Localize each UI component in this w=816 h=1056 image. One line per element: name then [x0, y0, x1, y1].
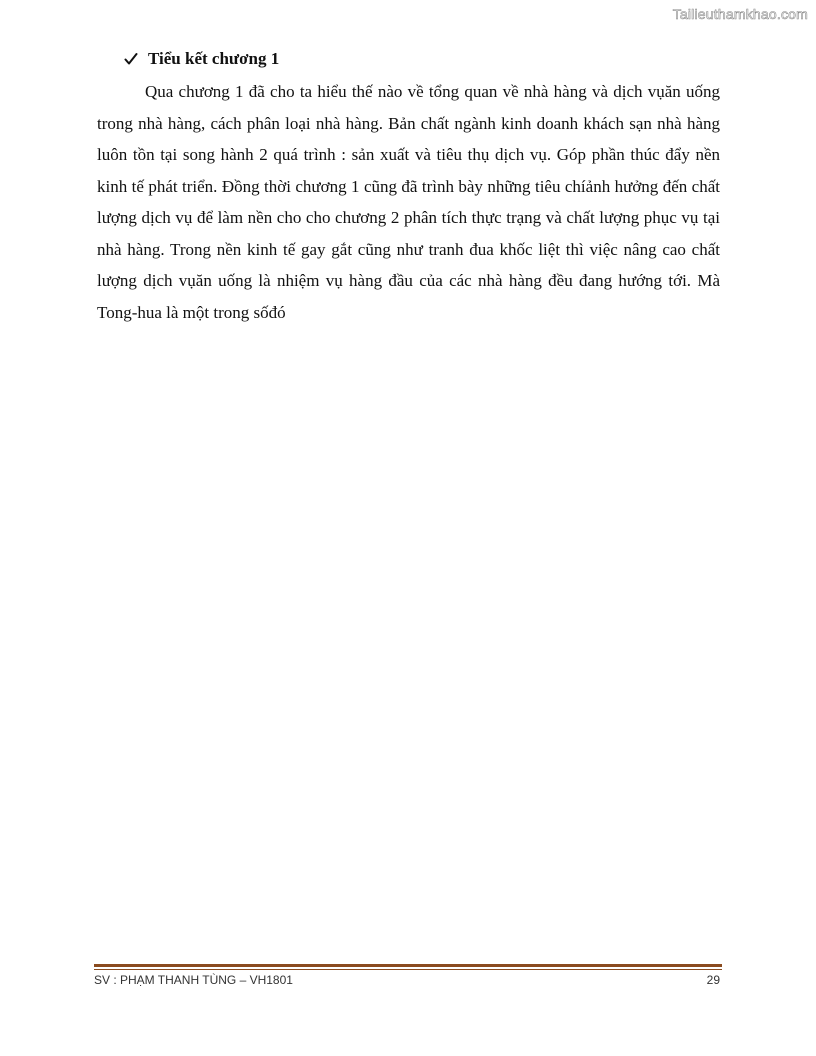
body-paragraph: Qua chương 1 đã cho ta hiểu thế nào về tổng quan về nhà hàng và dịch vụăn uống trong nhà hàng, cách phân loại nhà hàng. Bản chất ngành kinh doanh khách sạn nhà hàng luôn tồn tại song hành 2 quá trình : sản xuất và tiêu thụ dịch vụ. Góp phần thúc đẩy nền kinh tế phát triển. Đồng thời chương 1 cũng đã trình bày những tiêu chíảnh hưởng đến chất lượng dịch vụ để làm nền cho cho chương 2 phân tích thực trạng và chất lượng phục vụ tại nhà hàng. Trong nền kinh tế gay gắt cũng như tranh đua khốc liệt thì việc nâng cao chất lượng dịch vụăn uống là nhiệm vụ hàng đầu của các nhà hàng đều đang hướng tới. Mà Tong-hua là một trong sốđó: [97, 82, 720, 322]
checkmark-icon: [124, 52, 138, 66]
footer-rule-thick: [94, 964, 722, 967]
footer-author: SV : PHẠM THANH TÙNG – VH1801: [94, 973, 293, 987]
section-heading-text: Tiểu kết chương 1: [148, 49, 280, 68]
footer-page-number: 29: [706, 973, 720, 987]
watermark: Tailieuthamkhao.com: [672, 6, 808, 22]
section-heading: [124, 47, 279, 71]
footer-rule-thin: [94, 969, 722, 970]
